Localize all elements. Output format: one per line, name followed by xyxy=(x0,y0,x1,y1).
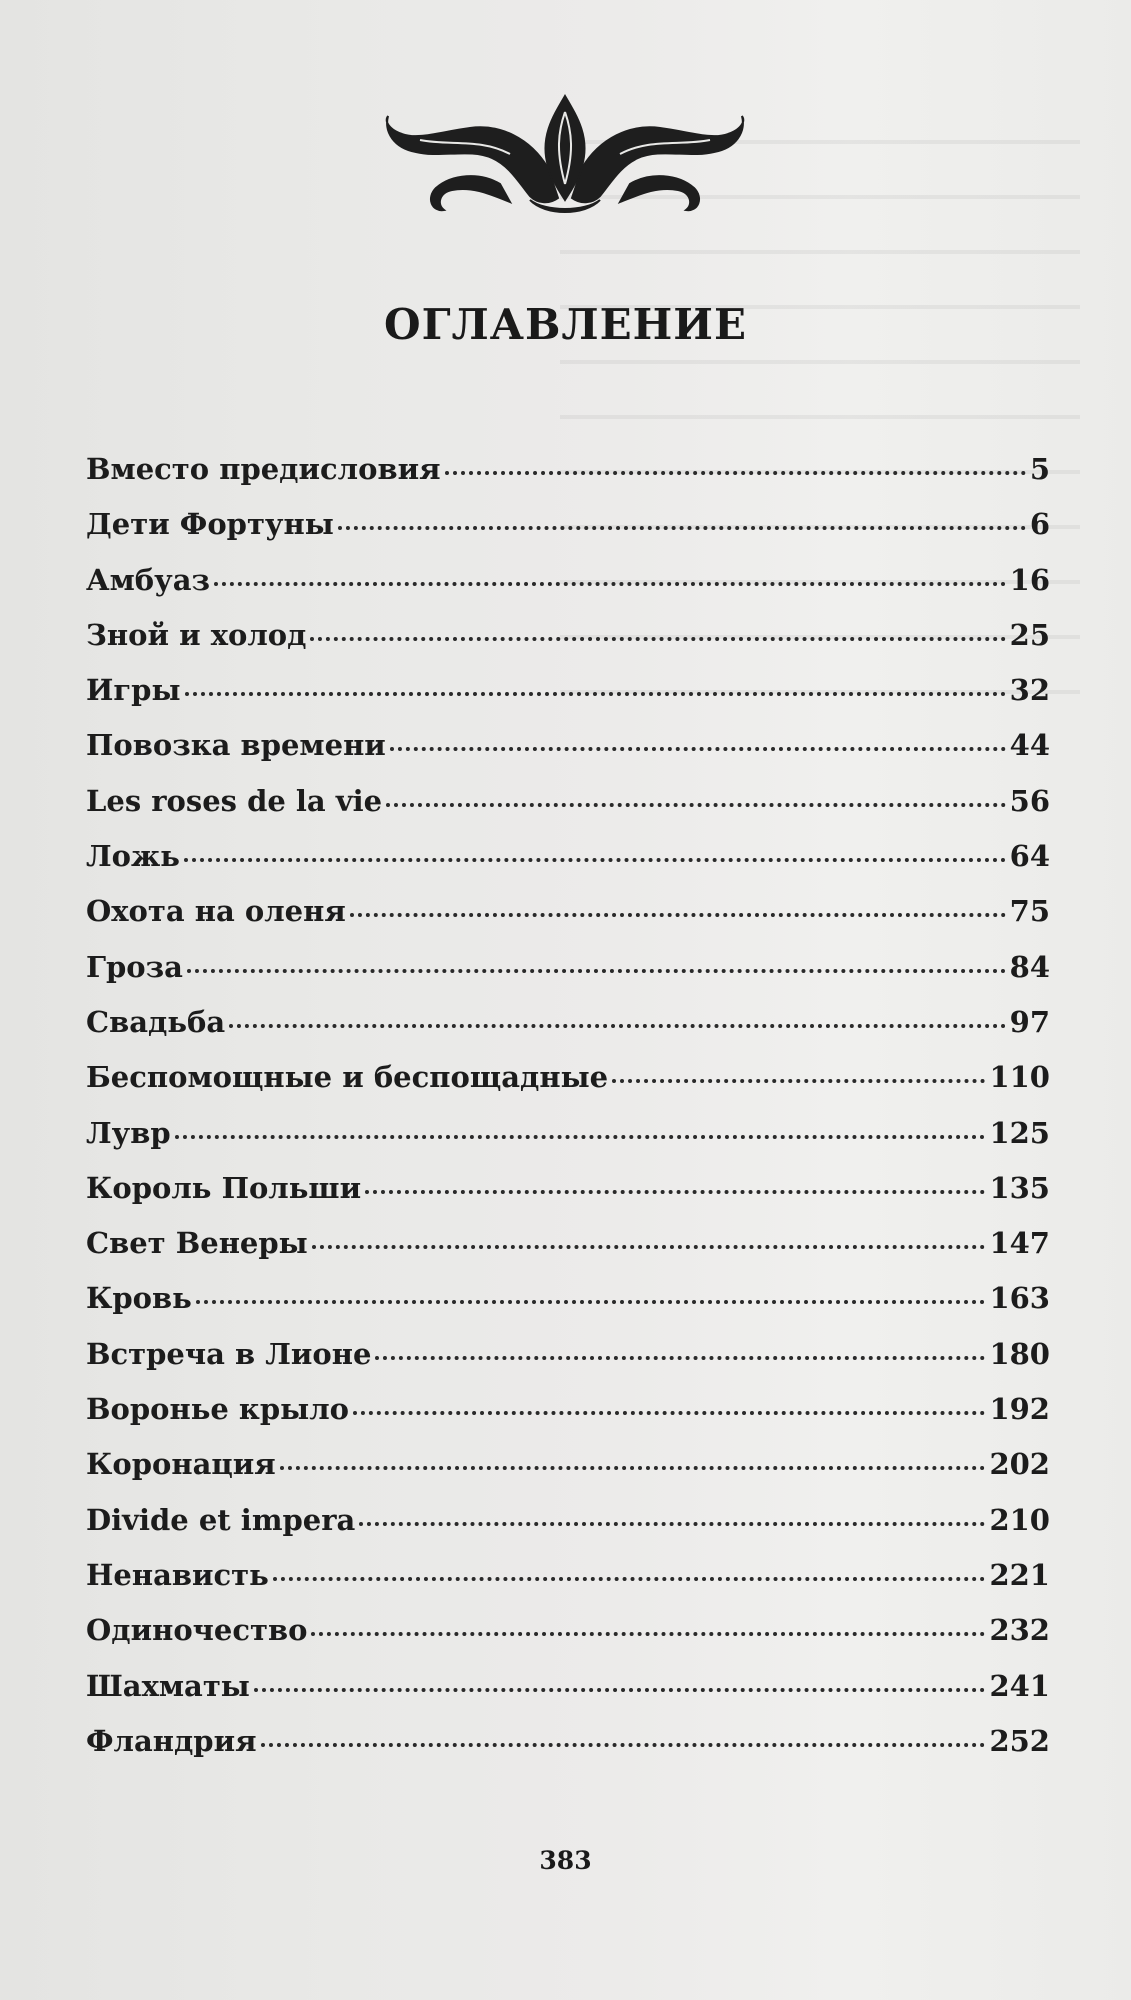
toc-entry-page: 135 xyxy=(989,1170,1050,1205)
toc-entry-title: Встреча в Лионе xyxy=(86,1336,372,1371)
dot-leader xyxy=(280,1466,986,1470)
toc-entry-page: 97 xyxy=(1009,1004,1050,1039)
toc-entry-title: Охота на оленя xyxy=(86,894,346,929)
dot-leader xyxy=(359,1522,985,1526)
toc-entry-page: 16 xyxy=(1009,562,1050,597)
dot-leader xyxy=(390,747,1006,751)
toc-entry-page: 44 xyxy=(1009,728,1050,763)
toc-entry-title: Ложь xyxy=(86,839,180,874)
toc-entry[interactable] xyxy=(86,563,1050,618)
dot-leader xyxy=(261,1743,986,1747)
toc-entry[interactable] xyxy=(86,1669,1050,1724)
toc-entry[interactable] xyxy=(86,673,1050,728)
toc-entry-title: Свет Венеры xyxy=(86,1226,308,1261)
toc-entry[interactable] xyxy=(86,452,1050,507)
toc-entry-page: 25 xyxy=(1009,617,1050,652)
toc-entry[interactable] xyxy=(86,784,1050,839)
toc-entry-page: 64 xyxy=(1009,839,1050,874)
toc-entry-title: Гроза xyxy=(86,949,183,984)
toc-entry-title: Ненависть xyxy=(86,1557,269,1592)
toc-entry-title: Кровь xyxy=(86,1281,192,1316)
toc-entry-title: Игры xyxy=(86,673,181,708)
dot-leader xyxy=(353,1411,985,1415)
page-number: 383 xyxy=(539,1846,592,1875)
toc-entry-title: Вместо предисловия xyxy=(86,452,441,486)
toc-entry-page: 6 xyxy=(1029,507,1050,542)
toc-entry[interactable] xyxy=(86,1060,1050,1115)
page-title: ОГЛАВЛЕНИЕ xyxy=(384,300,747,349)
toc-entry[interactable] xyxy=(86,1281,1050,1336)
table-of-contents xyxy=(86,452,1050,1779)
toc-entry[interactable] xyxy=(86,950,1050,1005)
toc-entry-title: Беспомощные и беспощадные xyxy=(86,1060,609,1095)
dot-leader xyxy=(312,1245,986,1249)
dot-leader xyxy=(196,1300,986,1304)
toc-entry-title: Лувр xyxy=(86,1115,171,1150)
toc-entry-title: Les roses de la vie xyxy=(86,783,383,818)
toc-entry-title: Король Польши xyxy=(86,1170,362,1205)
toc-entry-page: 252 xyxy=(989,1723,1050,1758)
dot-leader xyxy=(254,1688,986,1692)
toc-entry[interactable] xyxy=(86,1116,1050,1171)
toc-entry-page: 147 xyxy=(989,1226,1050,1261)
toc-entry-title: Коронация xyxy=(86,1447,276,1482)
dot-leader xyxy=(338,526,1026,530)
toc-entry[interactable] xyxy=(86,1392,1050,1447)
toc-entry-title: Повозка времени xyxy=(86,728,386,763)
toc-entry-title: Зной и холод xyxy=(86,617,307,652)
dot-leader xyxy=(612,1079,985,1083)
toc-entry-title: Фландрия xyxy=(86,1723,257,1758)
toc-entry-title: Шахматы xyxy=(86,1668,250,1703)
toc-entry[interactable] xyxy=(86,839,1050,894)
dot-leader xyxy=(187,969,1006,973)
dot-leader xyxy=(310,637,1005,641)
toc-entry[interactable] xyxy=(86,1558,1050,1613)
toc-entry[interactable] xyxy=(86,507,1050,562)
toc-entry[interactable] xyxy=(86,728,1050,783)
toc-entry[interactable] xyxy=(86,1724,1050,1779)
toc-entry-page: 221 xyxy=(989,1557,1050,1592)
floral-scroll-ornament-icon xyxy=(380,88,750,218)
dot-leader xyxy=(311,1632,985,1636)
toc-entry[interactable] xyxy=(86,1503,1050,1558)
dot-leader xyxy=(185,692,1006,696)
dot-leader xyxy=(229,1024,1005,1028)
toc-entry-page: 163 xyxy=(989,1281,1050,1316)
toc-entry-page: 202 xyxy=(989,1447,1050,1482)
toc-entry[interactable] xyxy=(86,1005,1050,1060)
toc-entry[interactable] xyxy=(86,1226,1050,1281)
toc-entry-page: 110 xyxy=(989,1060,1050,1095)
toc-entry-title: Одиночество xyxy=(86,1613,308,1648)
toc-entry-page: 75 xyxy=(1009,894,1050,929)
toc-entry[interactable] xyxy=(86,1171,1050,1226)
toc-entry-title: Дети Фортуны xyxy=(86,507,334,542)
toc-entry-title: Свадьба xyxy=(86,1004,226,1039)
toc-entry-page: 241 xyxy=(989,1668,1050,1703)
toc-entry-page: 56 xyxy=(1009,783,1050,818)
dot-leader xyxy=(184,858,1006,862)
toc-entry-page: 5 xyxy=(1029,452,1050,486)
toc-entry-page: 192 xyxy=(989,1392,1050,1427)
toc-entry-title: Воронье крыло xyxy=(86,1392,350,1427)
toc-entry-page: 32 xyxy=(1009,673,1050,708)
dot-leader xyxy=(273,1577,986,1581)
dot-leader xyxy=(386,803,1006,807)
toc-entry[interactable] xyxy=(86,1613,1050,1668)
toc-entry[interactable] xyxy=(86,894,1050,949)
dot-leader xyxy=(375,1356,985,1360)
toc-entry[interactable] xyxy=(86,618,1050,673)
toc-entry-page: 180 xyxy=(989,1336,1050,1371)
toc-entry-page: 210 xyxy=(989,1502,1050,1537)
toc-entry-title: Амбуаз xyxy=(86,562,211,597)
dot-leader xyxy=(214,582,1006,586)
toc-entry-title: Divide et impera xyxy=(86,1502,356,1537)
dot-leader xyxy=(445,471,1026,475)
toc-entry-page: 125 xyxy=(989,1115,1050,1150)
dot-leader xyxy=(365,1190,985,1194)
dot-leader xyxy=(175,1135,986,1139)
dot-leader xyxy=(350,913,1006,917)
toc-entry-page: 84 xyxy=(1009,949,1050,984)
toc-entry[interactable] xyxy=(86,1337,1050,1392)
toc-entry-page: 232 xyxy=(989,1613,1050,1648)
toc-entry[interactable] xyxy=(86,1447,1050,1502)
